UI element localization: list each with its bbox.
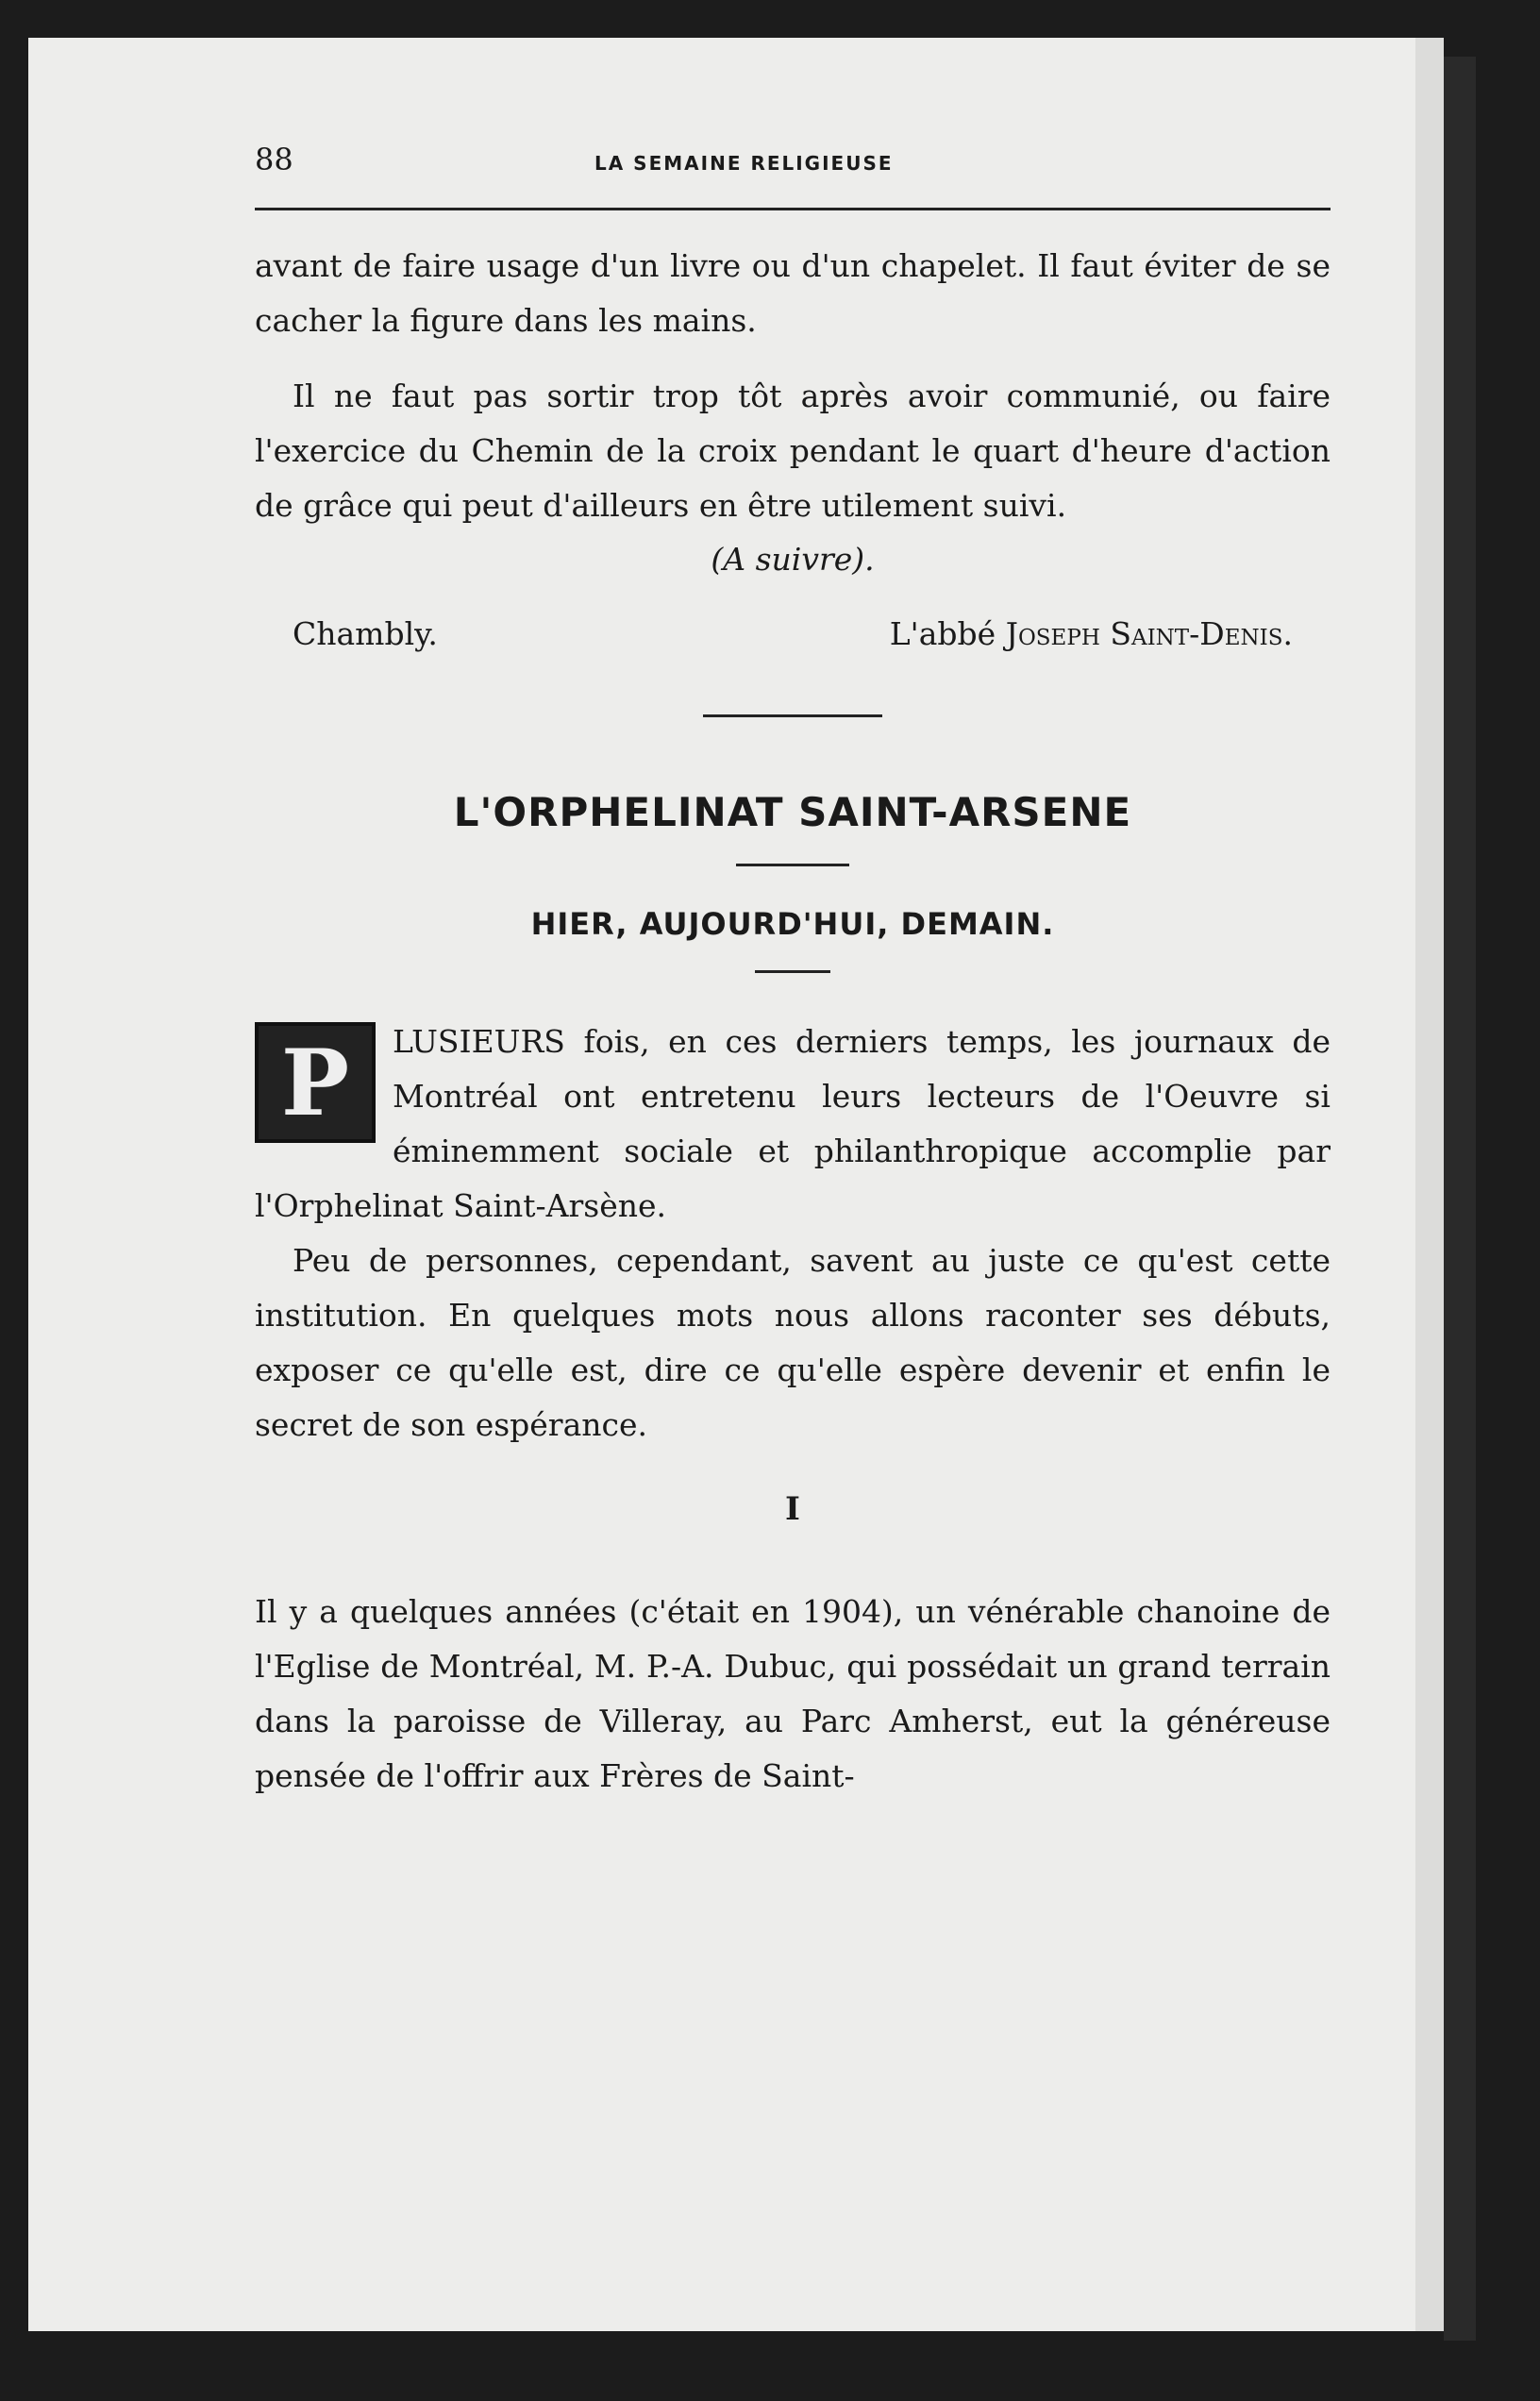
title-rule (736, 864, 849, 866)
drop-cap: P (255, 1022, 376, 1143)
author-name: Joseph Saint-Denis. (1005, 615, 1293, 652)
page-content (255, 142, 1331, 1804)
page-edge (1415, 38, 1444, 2331)
subtitle-rule (755, 970, 830, 973)
to-be-continued: (A suivre). (711, 541, 875, 578)
page-number: 88 (255, 142, 293, 177)
paragraph-institution: Peu de personnes, cependant, savent au juste ce qu'est cette institution. En quelques mots nous allons raconter ses débuts, exposer ce qu'elle est, dire ce qu'elle espère devenir et enfin le secret de son espérance. (255, 1242, 1331, 1443)
intro-paragraph: LUSIEURS fois, en ces derniers temps, les journaux de Montréal ont entretenu leurs lecteurs de l'Oeuvre si éminemment sociale et philanthropique accomplie par l'Orphelinat Saint-Arsène. (255, 1023, 1331, 1224)
signature-place: Chambly. (293, 615, 438, 652)
article-title: L'ORPHELINAT SAINT-ARSENE (453, 789, 1132, 835)
signature-author (890, 615, 1293, 652)
separator-rule (703, 714, 882, 717)
paragraph-continued: avant de faire usage d'un livre ou d'un chapelet. Il faut éviter de se cacher la figure dans les mains. (255, 247, 1331, 339)
paragraph-communion: Il ne faut pas sortir trop tôt après avoir communié, ou faire l'exercice du Chemin de la croix pendant le quart d'heure d'action de grâce qui peut d'ailleurs en être utilement suivi. (255, 378, 1331, 524)
paragraph-history: Il y a quelques années (c'était en 1904), un vénérable chanoine de l'Eglise de Montréal, M. P.-A. Dubuc, qui possédait un grand terrain dans la paroisse de Villeray, au Parc Amherst, eut la généreuse pensée de l'offrir aux Frères de Saint- (255, 1593, 1331, 1794)
author-prefix: L'abbé (889, 615, 996, 652)
section-number: I (785, 1490, 800, 1528)
article-intro (255, 1015, 1331, 1234)
signature (255, 615, 1331, 652)
running-title: LA SEMAINE RELIGIEUSE (594, 152, 894, 175)
page-header (255, 142, 1331, 210)
article-subtitle: HIER, AUJOURD'HUI, DEMAIN. (530, 906, 1055, 942)
book-spine (1444, 57, 1476, 2341)
